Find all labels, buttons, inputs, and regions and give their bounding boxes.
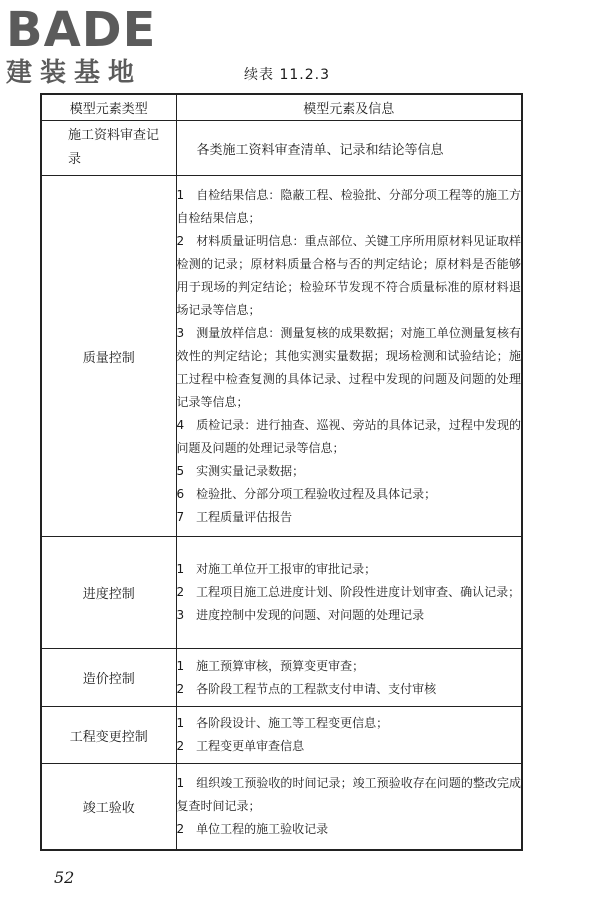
row-item: 1 各阶段设计、施工等工程变更信息； [176,716,389,730]
row-item: 2 材料质量证明信息：重点部位、关键工序所用原材料见证取样检测的记录；原材料质量合格与否的判定结论；原材料是否能够用于现场的判定结论；检验环节发现不符合质量标准的原材料退场记录等信息； [176,233,521,317]
logo [6,4,176,90]
table-row [41,121,522,176]
page-number: 52 [54,868,75,887]
header-element-info: 模型元素及信息 [176,94,522,121]
logo-subtitle: 建装基地 [6,58,143,88]
row-item: 6 检验批、分部分项工程验收过程及具体记录； [176,486,437,501]
row-info [176,176,522,537]
row-info [176,537,522,649]
row-info [176,764,522,850]
table-caption: 续表 11.2.3 [244,67,330,83]
table-header-row [41,94,522,121]
row-type: 竣工验收 [41,764,176,850]
row-item: 1 组织竣工预验收的时间记录；竣工预验收存在问题的整改完成复查时间记录； [176,775,521,813]
row-info [176,649,522,707]
row-type: 造价控制 [41,649,176,707]
row-item: 4 质检记录：进行抽查、巡视、旁站的具体记录，过程中发现的问题及问题的处理记录等信息； [176,417,521,455]
header-element-type: 模型元素类型 [41,94,176,121]
table-row [41,537,522,649]
row-type: 施工资料审查记录 [41,121,176,176]
row-item: 2 工程变更单审查信息 [176,739,305,753]
table-row [41,764,522,850]
row-item: 3 测量放样信息：测量复核的成果数据；对施工单位测量复核有效性的判定结论；其他实测实量数据；现场检测和试验结论；施工过程中检查复测的具体记录、过程中发现的问题及问题的处理记录等信息； [176,325,521,409]
row-info [176,121,522,176]
row-type: 质量控制 [41,176,176,537]
row-item: 1 对施工单位开工报审的审批记录； [176,562,377,576]
row-item: 2 单位工程的施工验收记录 [176,821,329,836]
row-item: 7 工程质量评估报告 [176,509,293,524]
table-row [41,649,522,707]
row-item: 1 施工预算审核，预算变更审查； [176,658,365,673]
table-row [41,707,522,764]
row-type: 进度控制 [41,537,176,649]
row-item: 2 工程项目施工总进度计划、阶段性进度计划审查、确认记录； [176,585,521,599]
model-element-table [40,93,523,851]
row-item: 各类施工资料审查清单、记录和结论等信息 [196,142,444,158]
row-type: 工程变更控制 [41,707,176,764]
row-item: 1 自检结果信息：隐蔽工程、检验批、分部分项工程等的施工方自检结果信息； [176,187,521,225]
row-item: 5 实测实量记录数据； [176,463,305,478]
logo-brand: BADE [6,2,157,58]
table-row [41,176,522,537]
row-item: 2 各阶段工程节点的工程款支付申请、支付审核 [176,681,437,696]
row-item: 3 进度控制中发现的问题、对问题的处理记录 [176,608,425,622]
row-info [176,707,522,764]
